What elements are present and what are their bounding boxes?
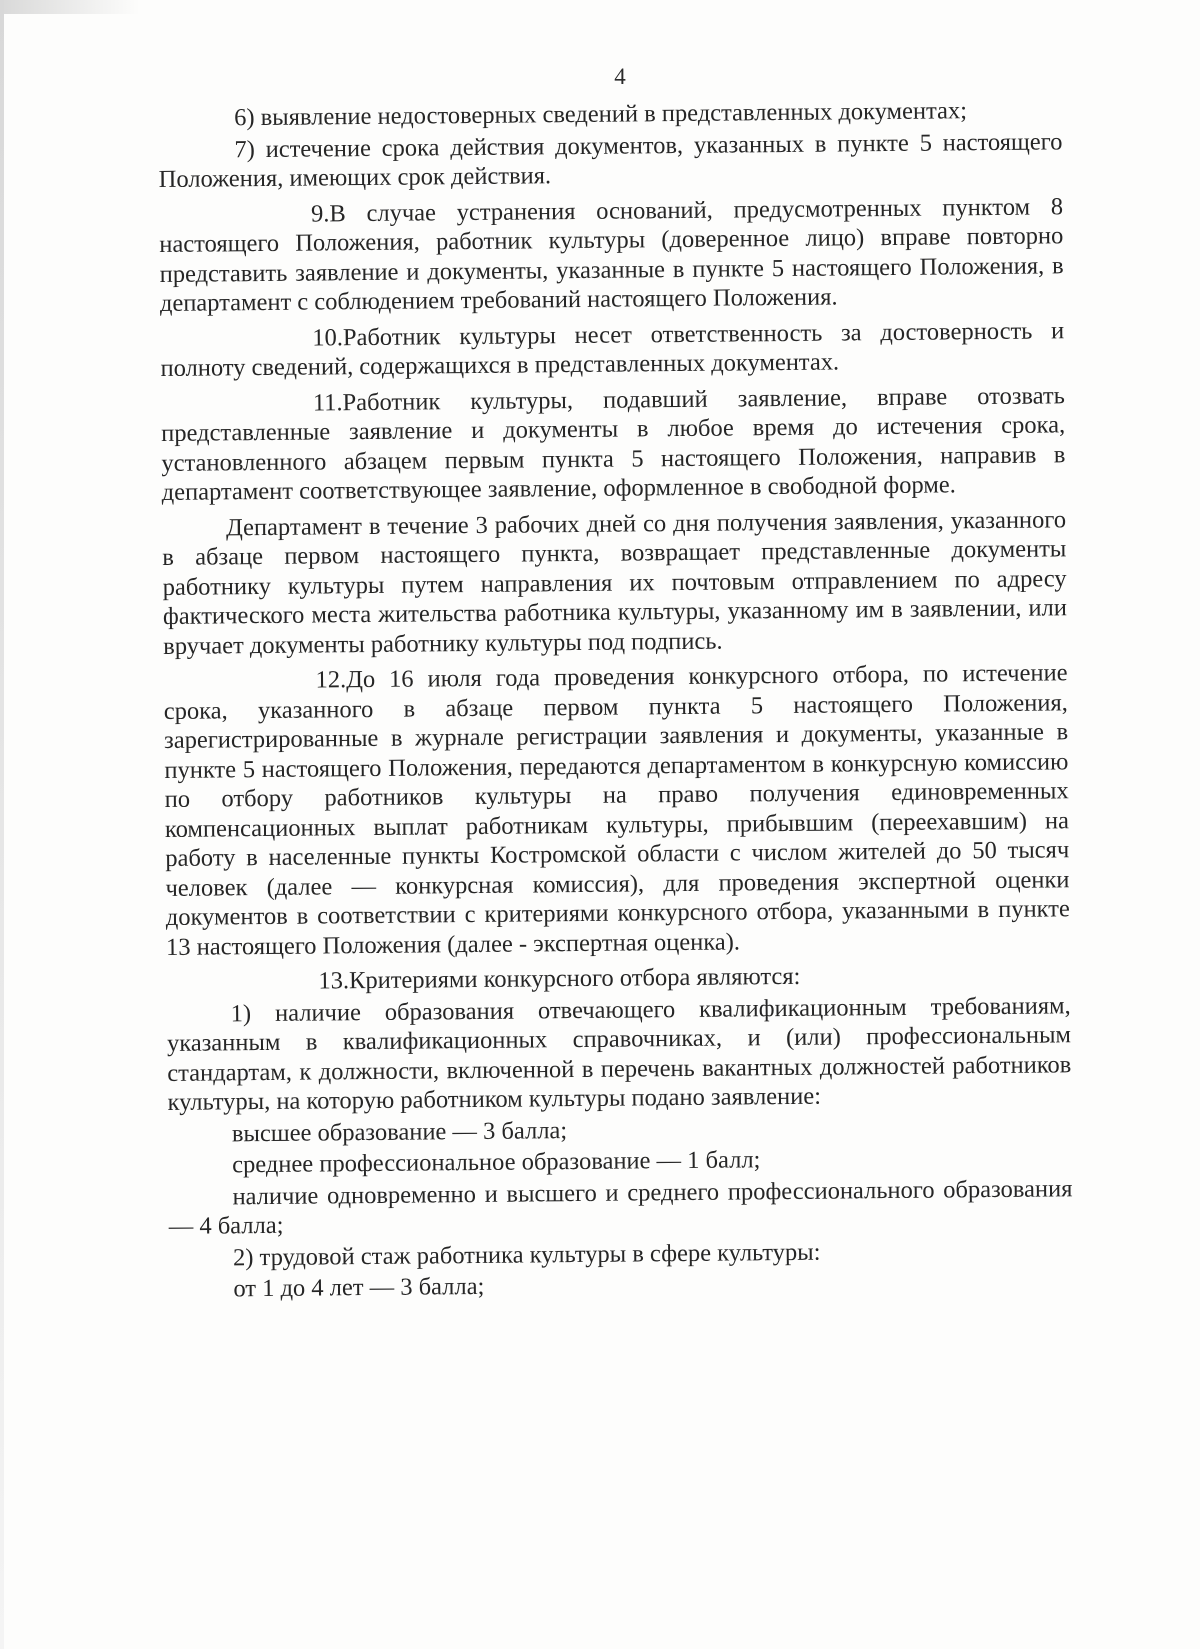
scan-edge <box>0 0 4 1649</box>
clause-text: До 16 июля года проведения конкурсного отбора, по истечение срока, указанного в абзаце первом пункта 5 настоящего Положения, зарегистрированные в журнале регистрации заявления и документы, указанные в пункте 5 настоящего Положения, передаются департаментом в конкурсную комиссию по отбору работников культуры на право получения единовременных компенсационных выплат работникам культуры, прибывшим (переехавшим) на работу в населенные пункты Костромской области с числом жителей до 50 тысяч человек (далее — конкурсная комиссия), для проведения экспертной оценки документов в соответствии с критериями конкурсного отбора, указанными в пункте 13 настоящего Положения (далее - экспертная оценка). <box>163 659 1070 961</box>
clause-10 <box>160 316 1065 384</box>
clause-number: 9. <box>310 199 330 228</box>
scan-artifact <box>0 0 140 14</box>
clause-text: Работник культуры несет ответственность за достоверность и полноту сведений, содержащихся в представленных документах. <box>160 316 1065 382</box>
clause-number: 12. <box>315 666 347 694</box>
list-item-7: 7) истечение срока действия документов, указанных в пункте 5 настоящего Положения, имеющих срок действия. <box>158 127 1063 193</box>
list-item-6: 6) выявление недостоверных сведений в представленных документах; <box>234 97 968 132</box>
clause-9 <box>159 192 1064 319</box>
criterion-1-higher: высшее образование — 3 балла; <box>231 1116 568 1147</box>
clause-text: Работник культуры, подавший заявление, вправе отозвать представленные заявление и документы в любое время до истечения срока, установленного абзацем первым пункта 5 настоящего Положения, направив в департамент соответствующее заявление, оформленное в свободной форме. <box>161 381 1066 506</box>
clause-11 <box>161 381 1066 508</box>
clause-11-paragraph-2: Департамент в течение 3 рабочих дней со дня получения заявления, указанного в абзаце первом настоящего пункта, возвращает представленные документы работнику культуры путем направления их почтовым отправлением по адресу фактического места жительства работника культуры, указанному им в заявлении, или вручает документы работнику культуры под подпись. <box>162 505 1068 660</box>
clause-12 <box>163 658 1070 962</box>
clause-text: Критериями конкурсного отбора являются: <box>348 962 801 995</box>
document-body <box>158 95 1074 1306</box>
criterion-1-secondary: среднее профессиональное образование — 1 балл; <box>232 1146 761 1179</box>
clause-number: 13. <box>318 967 350 995</box>
criterion-2: 2) трудовой стаж работника культуры в сфере культуры: <box>232 1238 821 1271</box>
clause-text: В случае устранения оснований, предусмотренных пунктом 8 настоящего Положения, работник культуры (доверенное лицо) вправе повторно представить заявление и документы, указанные в пункте 5 настоящего Положения, в департамент с соблюдением требований настоящего Положения. <box>159 192 1064 317</box>
clause-number: 10. <box>312 323 344 352</box>
criterion-2-range-1: от 1 до 4 лет — 3 балла; <box>233 1272 485 1303</box>
clause-number: 11. <box>312 388 343 417</box>
criterion-1-both: наличие одновременно и высшего и среднего профессионального образования — 4 балла; <box>168 1174 1073 1240</box>
page-number: 4 <box>614 64 626 89</box>
criterion-1: 1) наличие образования отвечающего квалификационным требованиям, указанным в квалификационных справочниках, и (или) профессиональным стандартам, к должности, включенной в перечень вакантных должностей работников культуры, на которую работником культуры подано заявление: <box>166 991 1072 1116</box>
